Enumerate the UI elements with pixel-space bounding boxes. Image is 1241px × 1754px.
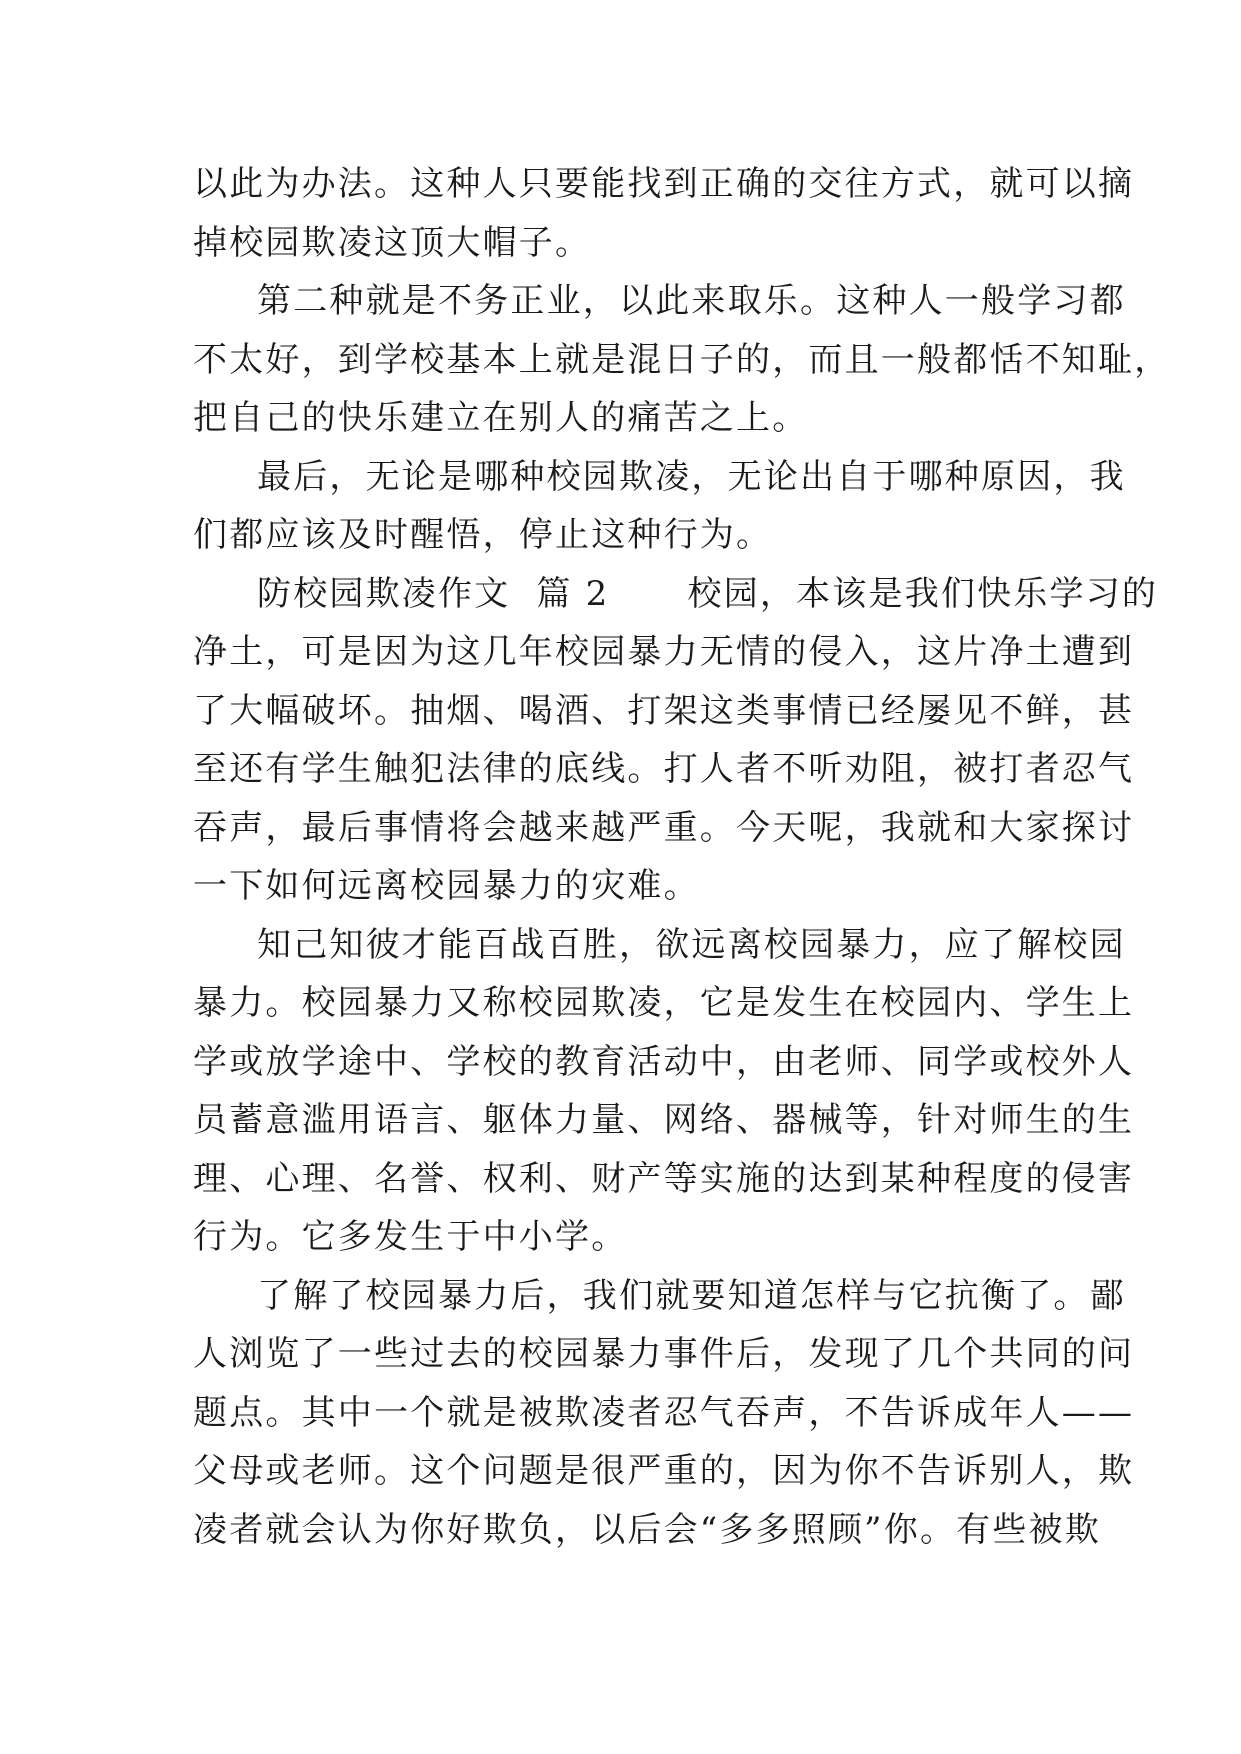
text-line: 人浏览了一些过去的校园暴力事件后，发现了几个共同的问 xyxy=(193,1334,1135,1374)
text-line: 把自己的快乐建立在别人的痛苦之上。 xyxy=(193,398,809,438)
text-line: 净土，可是因为这几年校园暴力无情的侵入，这片净土遭到 xyxy=(193,632,1135,672)
text-line: 一下如何远离校园暴力的灾难。 xyxy=(193,866,700,906)
paragraph-second-type xyxy=(193,272,1171,448)
document-body xyxy=(193,155,1171,1559)
text-line: 吞声，最后事情将会越来越严重。今天呢，我就和大家探讨 xyxy=(193,807,1135,848)
text-line: 理、心理、名誉、权利、财产等实施的达到某种程度的侵害 xyxy=(193,1158,1135,1199)
text-line: 第二种就是不务正业，以此来取乐。这种人一般学习都 xyxy=(257,281,1126,321)
text-line: 至还有学生触犯法律的底线。打人者不听劝阻，被打者忍气 xyxy=(193,749,1135,789)
text-line: 最后，无论是哪种校园欺凌，无论出自于哪种原因，我 xyxy=(257,456,1126,497)
text-line: 凌者就会认为你好欺负，以后会“多多照顾”你。有些被欺 xyxy=(193,1509,1101,1550)
paragraph-essay-2-intro xyxy=(193,565,1159,916)
text-line: 以此为办法。这种人只要能找到正确的交往方式，就可以摘 xyxy=(193,164,1135,204)
text-line: 学或放学途中、学校的教育活动中，由老师、同学或校外人 xyxy=(193,1041,1135,1082)
paragraph-continuation xyxy=(193,155,1135,272)
text-line: 了大幅破坏。抽烟、喝酒、打架这类事情已经屡见不鲜，甚 xyxy=(193,690,1135,731)
text-line: 行为。它多发生于中小学。 xyxy=(193,1217,628,1257)
essay-heading-line: 防校园欺凌作文 篇 2 校园，本该是我们快乐学习的 xyxy=(257,573,1159,614)
text-line: 们都应该及时醒悟，停止这种行为。 xyxy=(193,515,773,555)
text-line: 了解了校园暴力后，我们就要知道怎样与它抗衡了。鄙 xyxy=(257,1275,1126,1316)
text-line: 掉校园欺凌这顶大帽子。 xyxy=(193,222,592,263)
text-line: 暴力。校园暴力又称校园欺凌，它是发生在校园内、学生上 xyxy=(193,983,1135,1023)
paragraph-definition xyxy=(193,916,1135,1267)
text-line: 不太好，到学校基本上就是混日子的，而且一般都恬不知耻， xyxy=(193,339,1171,380)
paragraph-countermeasures xyxy=(193,1267,1135,1560)
text-line: 知己知彼才能百战百胜，欲远离校园暴力，应了解校园 xyxy=(257,924,1126,965)
text-line: 题点。其中一个就是被欺凌者忍气吞声，不告诉成年人—— xyxy=(193,1392,1135,1433)
text-line: 父母或老师。这个问题是很严重的，因为你不告诉别人，欺 xyxy=(193,1451,1135,1491)
text-line: 员蓄意滥用语言、躯体力量、网络、器械等，针对师生的生 xyxy=(193,1100,1135,1140)
paragraph-conclusion xyxy=(193,448,1126,565)
